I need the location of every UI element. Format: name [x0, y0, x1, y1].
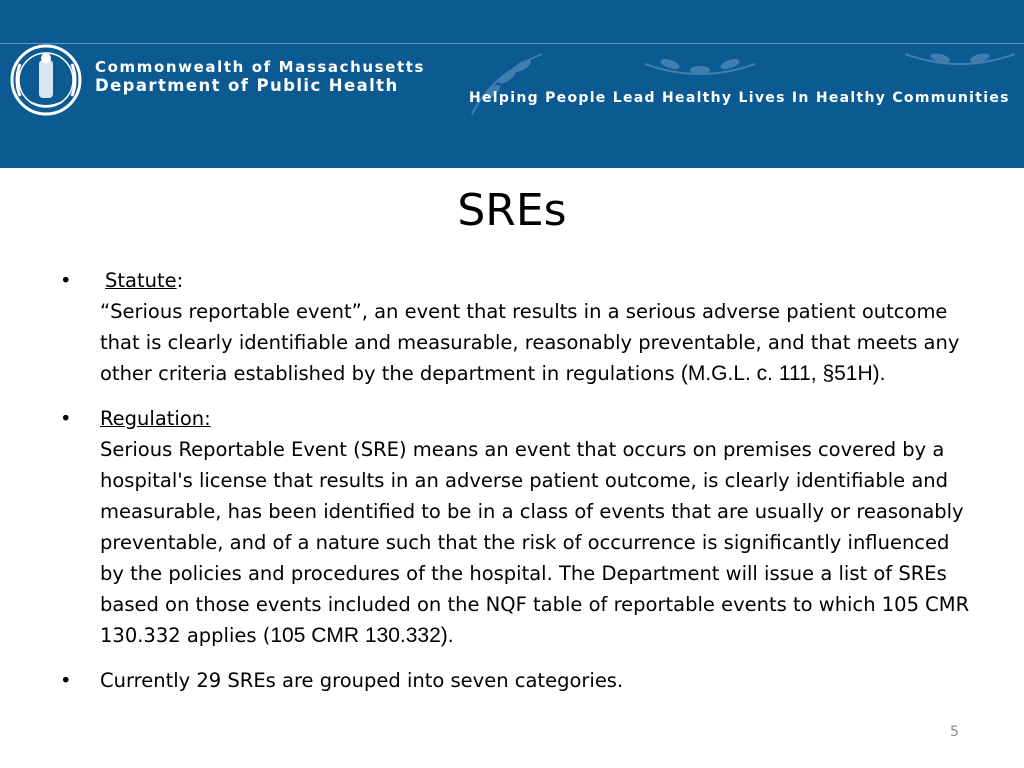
statute-definition [100, 296, 970, 389]
bullet-marker: • [60, 407, 72, 430]
page-number: 5 [950, 724, 959, 740]
slide-title: SREs [457, 185, 567, 236]
state-seal-icon [6, 44, 88, 116]
regulation-definition [100, 434, 970, 651]
laurel-decoration-icon [462, 44, 552, 124]
regulation-label: Regulation: [100, 407, 211, 430]
bullet-marker: • [60, 669, 72, 692]
regulation-citation: 105 CMR 130.332). [270, 624, 454, 647]
regulation-text: Serious Reportable Event (SRE) means an event that occurs on premises covered by a hospital's license that results in an adverse patient outcome, is clearly identifiable and measurable, has been identified to be in a class of events that are usually or reasonably preventable, and of a nature such that the risk of occurrence is significantly influenced by the policies and procedures of the hospital. The Department will issue a list of SREs based on those events included on the NQF table of reportable events to which 105 CMR 130.332 applies ( [100, 438, 970, 647]
bullet-regulation [60, 403, 970, 651]
statute-citation: (M.G.L. c. 111, §51H). [680, 362, 886, 385]
agency-line-commonwealth: Commonwealth of Massachusetts [95, 58, 426, 76]
header-banner [0, 0, 1024, 168]
laurel-decoration-icon [900, 44, 1020, 124]
agency-line-department: Department of Public Health [95, 76, 399, 95]
laurel-decoration-icon [640, 44, 760, 124]
bullet-statute [60, 265, 970, 389]
statute-label: Statute [105, 269, 177, 292]
bullet-categories [60, 665, 970, 696]
statute-heading [100, 265, 970, 296]
slide-body [60, 265, 970, 710]
statute-text: “Serious reportable event”, an event that results in a serious adverse patient outcome that is clearly identifiable and measurable, reasonably preventable, and that meets any other criteria established by the department in regulations [100, 300, 960, 385]
bullet-marker: • [60, 269, 72, 292]
agency-name [95, 58, 425, 96]
agency-tagline: Helping People Lead Healthy Lives In Healthy Communities [469, 90, 1010, 106]
statute-colon: : [176, 269, 184, 292]
categories-note: Currently 29 SREs are grouped into seven categories. [100, 669, 624, 692]
